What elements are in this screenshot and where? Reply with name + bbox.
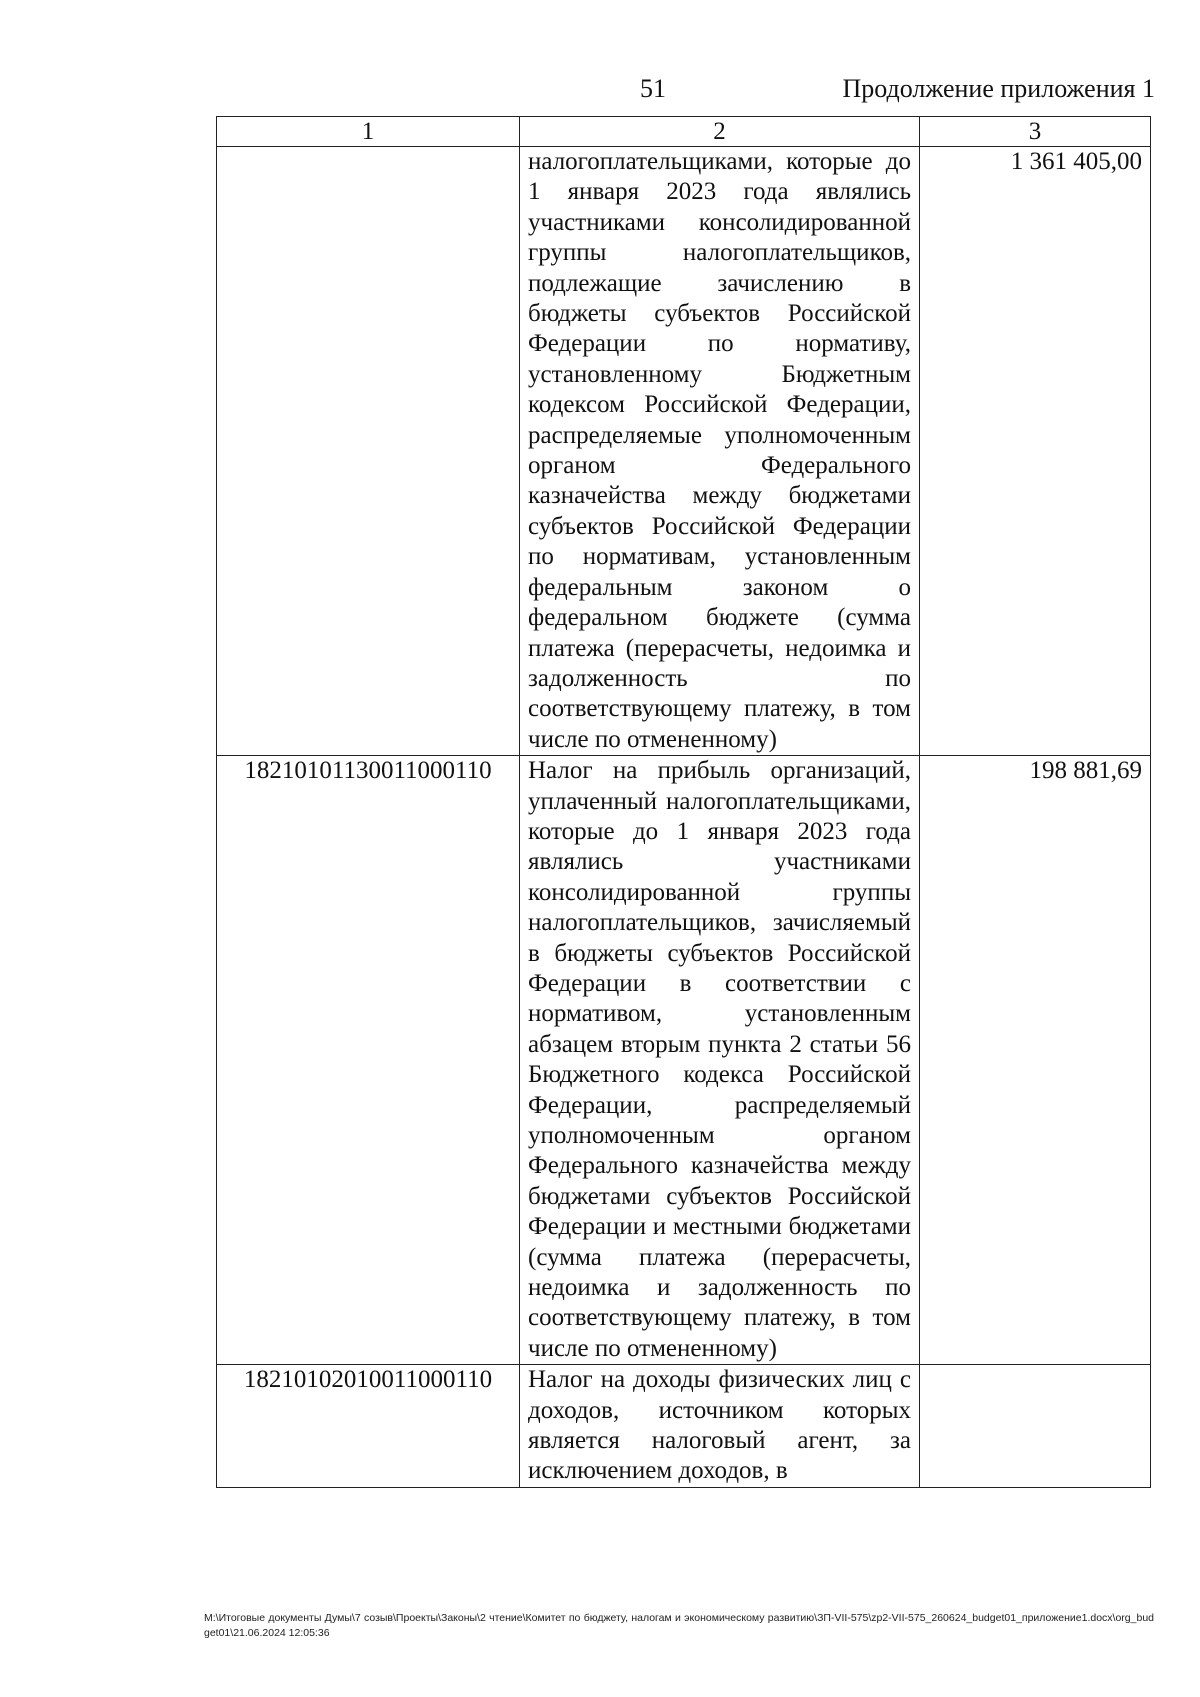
table-row	[217, 756, 1151, 1365]
income-amount: 1 361 405,00	[920, 147, 1151, 756]
income-description: Налог на доходы физических лиц с доходов, источником которых является налоговый агент, за исключением доходов, в	[520, 1365, 920, 1488]
income-amount	[920, 1365, 1151, 1488]
continuation-label: Продолжение приложения 1	[842, 74, 1155, 103]
income-description: налогоплательщиками, которые до 1 января 2023 года являлись участниками консолидированной группы налогоплательщиков, подлежащие зачислению в бюджеты субъектов Российской Федерации по нормативу, установленному Бюджетным кодексом Российской Федерации, распределяемые уполномоченным органом Федерального казначейства между бюджетами субъектов Российской Федерации по нормативам, установленным федеральным законом о федеральном бюджете (сумма платежа (перерасчеты, недоимка и задолженность по соответствующему платежу, в том числе по отмененному)	[520, 147, 920, 756]
table-row	[217, 1365, 1151, 1488]
income-description: Налог на прибыль организаций, уплаченный налогоплательщиками, которые до 1 января 2023 года являлись участниками консолидированной группы налогоплательщиков, зачисляемый в бюджеты субъектов Российской Федерации в соответствии с нормативом, установленным абзацем вторым пункта 2 статьи 56 Бюджетного кодекса Российской Федерации, распределяемый уполномоченным органом Федерального казначейства между бюджетами субъектов Российской Федерации и местными бюджетами (сумма платежа (перерасчеты, недоимка и задолженность по соответствующему платежу, в том числе по отмененному)	[520, 756, 920, 1365]
column-header-2: 2	[520, 117, 920, 147]
income-code: 18210101130011000110	[217, 756, 520, 1365]
column-header-3: 3	[920, 117, 1151, 147]
column-number-row	[217, 117, 1151, 147]
table-row	[217, 147, 1151, 756]
income-code: 18210102010011000110	[217, 1365, 520, 1488]
income-code	[217, 147, 520, 756]
page-number: 51	[640, 74, 666, 103]
budget-table	[216, 116, 1151, 1488]
income-amount: 198 881,69	[920, 756, 1151, 1365]
document-path-footer: M:\Итоговые документы Думы\7 созыв\Проекты\Законы\2 чтение\Комитет по бюджету, налогам и экономическому развитию\ЗП-VII-575\zp2-VII-575_260624_budget01_приложение1.docx\org_budget01\21.06.2024 12:05:36	[204, 1612, 1154, 1639]
column-header-1: 1	[217, 117, 520, 147]
